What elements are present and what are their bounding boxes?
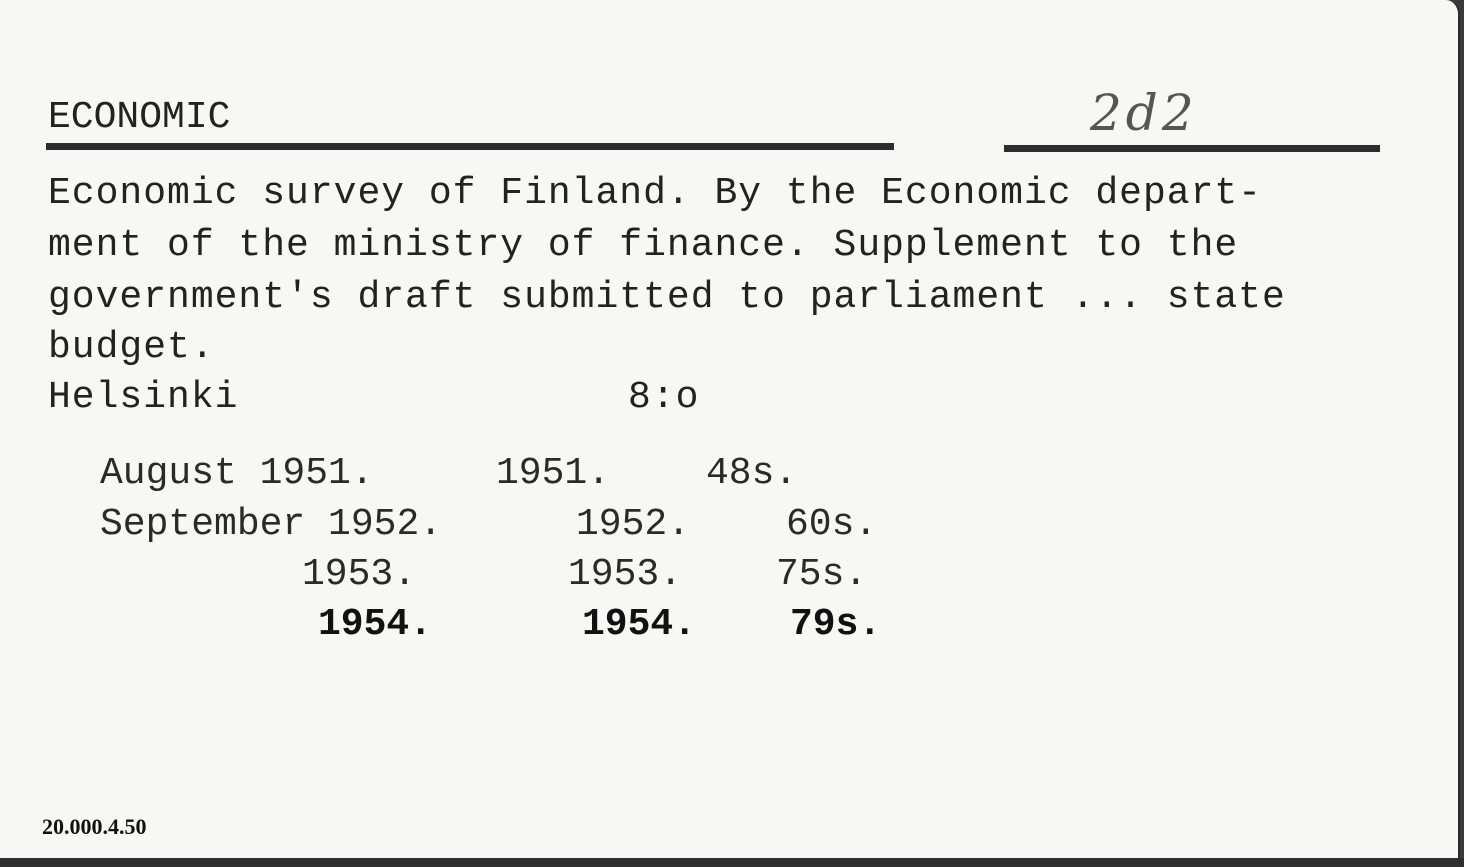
publication-place: Helsinki [48,376,239,419]
holding-pages: 60s. [786,503,878,546]
subject-heading: ECONOMIC [48,96,231,139]
holding-year: 1952. [576,503,691,546]
holding-issue: September 1952. [100,503,443,546]
holding-pages: 75s. [776,553,868,596]
holding-pages: 48s. [706,452,798,495]
call-number-rule [1004,145,1380,152]
holding-issue: 1954. [318,603,433,646]
holding-issue: August 1951. [100,452,374,495]
holding-pages: 79s. [790,603,882,646]
description-line: budget. [48,326,215,369]
holding-year: 1954. [582,603,697,646]
holding-year: 1953. [568,553,683,596]
card-shadow-edge [0,858,1464,867]
heading-rule [46,143,894,150]
description-line: government's draft submitted to parliament ... state [48,276,1286,319]
holding-issue: 1953. [302,553,417,596]
call-number: 2d2 [1090,84,1198,142]
description-line: ment of the ministry of finance. Supplement to the [48,224,1239,267]
holding-year: 1951. [496,452,611,495]
description-line: Economic survey of Finland. By the Economic depart- [48,172,1262,215]
publication-format: 8:o [628,376,700,419]
print-code: 20.000.4.50 [42,814,147,839]
